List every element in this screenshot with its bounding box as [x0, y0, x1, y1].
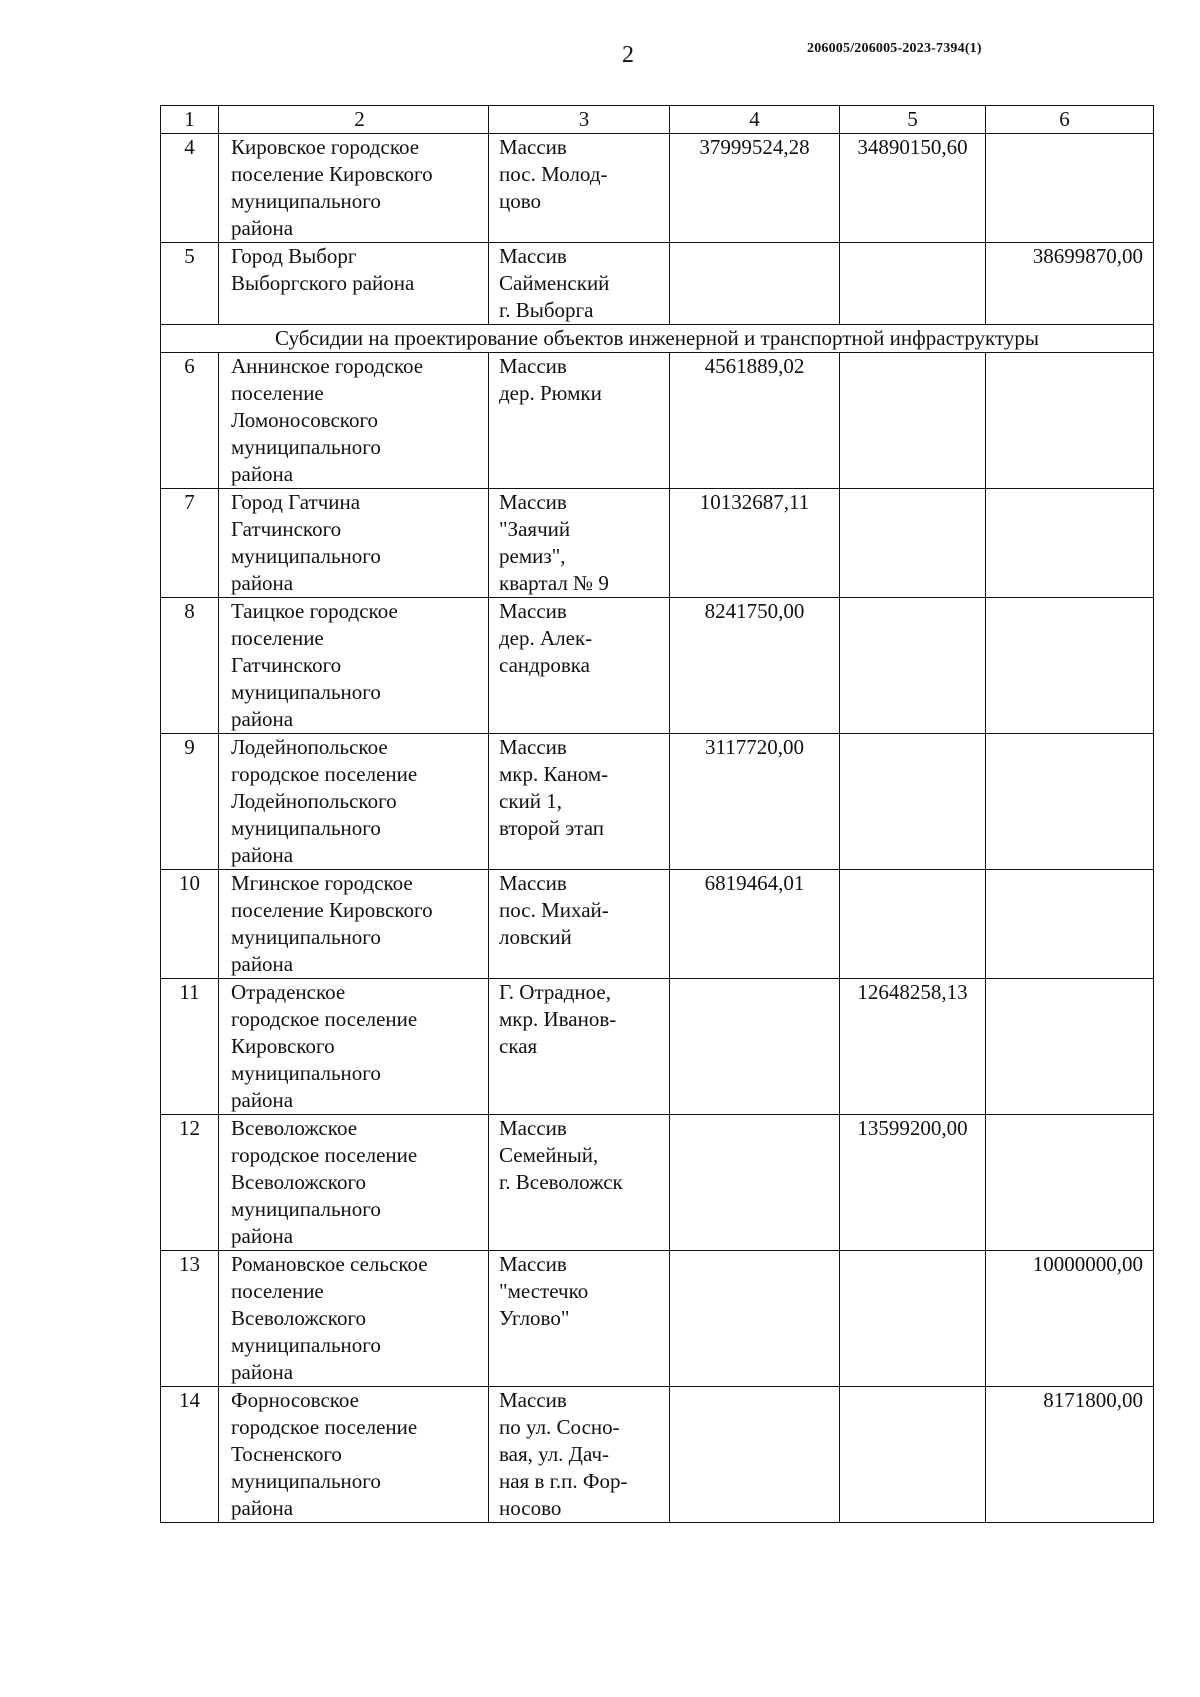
site-name	[489, 1251, 670, 1387]
amount-col-6	[986, 1251, 1154, 1387]
row-number-text: 6	[184, 354, 195, 378]
amount-col-5	[840, 598, 986, 734]
site-name-text: Массив Семейный, г. Всеволожск	[499, 1116, 623, 1194]
row-number	[161, 1387, 219, 1523]
row-number	[161, 1251, 219, 1387]
amount-col-4	[670, 979, 840, 1115]
municipality-name	[219, 1387, 489, 1523]
row-number	[161, 870, 219, 979]
site-name-text: Массив по ул. Сосно- вая, ул. Дач- ная в г.п. Фор- носово	[499, 1388, 628, 1520]
row-number	[161, 134, 219, 243]
amount-col-4-text: 3117720,00	[705, 735, 804, 759]
amount-col-5-text: 12648258,13	[857, 980, 968, 1004]
site-name-text: Массив "местечко Углово"	[499, 1252, 589, 1330]
site-name-text: Массив "Заячий ремиз", квартал № 9	[499, 490, 609, 595]
site-name-text: Массив пос. Молод- цово	[499, 135, 608, 213]
amount-col-5	[840, 1387, 986, 1523]
amount-col-4	[670, 134, 840, 243]
amount-col-6-text: 38699870,00	[1032, 244, 1143, 268]
column-header-3: 3	[489, 106, 670, 134]
column-header-6: 6	[986, 106, 1154, 134]
table-body	[161, 106, 1154, 1523]
section-title: Субсидии на проектирование объектов инженерной и транспортной инфраструктуры	[161, 325, 1154, 353]
municipality-name	[219, 353, 489, 489]
row-number-text: 7	[184, 490, 195, 514]
table-row	[161, 1115, 1154, 1251]
row-number-text: 8	[184, 599, 195, 623]
amount-col-5	[840, 870, 986, 979]
municipality-name	[219, 979, 489, 1115]
row-number	[161, 489, 219, 598]
amount-col-5	[840, 489, 986, 598]
municipality-name-text: Форносовское городское поселение Тосненского муниципального района	[231, 1388, 418, 1520]
amount-col-5	[840, 1251, 986, 1387]
row-number-text: 11	[179, 980, 200, 1004]
amount-col-5	[840, 734, 986, 870]
site-name-text: Массив пос. Михай- ловский	[499, 871, 609, 949]
table-row	[161, 134, 1154, 243]
amount-col-4-text: 6819464,01	[704, 871, 805, 895]
table-row	[161, 598, 1154, 734]
table-row	[161, 1251, 1154, 1387]
site-name	[489, 243, 670, 325]
site-name-text: Г. Отрадное, мкр. Иванов- ская	[499, 980, 617, 1058]
site-name	[489, 979, 670, 1115]
amount-col-4	[670, 870, 840, 979]
amount-col-6	[986, 1387, 1154, 1523]
municipality-name-text: Кировское городское поселение Кировского муниципального района	[231, 135, 433, 240]
site-name-text: Массив дер. Рюмки	[499, 354, 602, 405]
municipality-name	[219, 1115, 489, 1251]
site-name	[489, 1115, 670, 1251]
table-row	[161, 1387, 1154, 1523]
amount-col-6-text: 8171800,00	[1043, 1388, 1143, 1412]
municipality-name-text: Романовское сельское поселение Всеволожского муниципального района	[231, 1252, 428, 1384]
municipality-name	[219, 870, 489, 979]
row-number	[161, 243, 219, 325]
row-number	[161, 353, 219, 489]
section-row	[161, 325, 1154, 353]
table-row	[161, 979, 1154, 1115]
row-number	[161, 1115, 219, 1251]
subsidy-table	[160, 105, 1154, 1523]
amount-col-5	[840, 134, 986, 243]
amount-col-6	[986, 489, 1154, 598]
municipality-name	[219, 734, 489, 870]
document-id: 206005/206005-2023-7394(1)	[807, 41, 982, 56]
municipality-name-text: Таицкое городское поселение Гатчинского муниципального района	[231, 599, 398, 731]
amount-col-5	[840, 243, 986, 325]
row-number	[161, 734, 219, 870]
municipality-name-text: Лодейнопольское городское поселение Лодейнопольского муниципального района	[231, 735, 418, 867]
row-number	[161, 598, 219, 734]
municipality-name	[219, 1251, 489, 1387]
municipality-name-text: Город Выборг Выборгского района	[231, 244, 415, 295]
site-name	[489, 734, 670, 870]
amount-col-6	[986, 353, 1154, 489]
site-name-text: Массив дер. Алек- сандровка	[499, 599, 593, 677]
table-row	[161, 870, 1154, 979]
row-number-text: 14	[179, 1388, 200, 1412]
row-number-text: 5	[184, 244, 195, 268]
amount-col-4-text: 37999524,28	[699, 135, 810, 159]
amount-col-5-text: 34890150,60	[857, 135, 968, 159]
amount-col-4-text: 8241750,00	[704, 599, 805, 623]
municipality-name-text: Всеволожское городское поселение Всеволожского муниципального района	[231, 1116, 418, 1248]
site-name	[489, 598, 670, 734]
municipality-name	[219, 134, 489, 243]
municipality-name	[219, 489, 489, 598]
table-row	[161, 353, 1154, 489]
amount-col-4-text: 10132687,11	[699, 490, 810, 514]
amount-col-4	[670, 598, 840, 734]
row-number-text: 4	[184, 135, 195, 159]
site-name-text: Массив Сайменский г. Выборга	[499, 244, 610, 322]
amount-col-6	[986, 734, 1154, 870]
amount-col-4-text: 4561889,02	[704, 354, 805, 378]
municipality-name-text: Отраденское городское поселение Кировского муниципального района	[231, 980, 418, 1112]
row-number-text: 12	[179, 1116, 200, 1140]
municipality-name	[219, 598, 489, 734]
site-name	[489, 489, 670, 598]
row-number	[161, 979, 219, 1115]
row-number-text: 9	[184, 735, 195, 759]
column-header-4: 4	[670, 106, 840, 134]
municipality-name-text: Аннинское городское поселение Ломоносовского муниципального района	[231, 354, 424, 486]
municipality-name-text: Мгинское городское поселение Кировского муниципального района	[231, 871, 433, 976]
amount-col-4	[670, 243, 840, 325]
table-header-row	[161, 106, 1154, 134]
table-row	[161, 489, 1154, 598]
table-row	[161, 243, 1154, 325]
site-name	[489, 1387, 670, 1523]
amount-col-5	[840, 979, 986, 1115]
amount-col-6	[986, 1115, 1154, 1251]
amount-col-6	[986, 979, 1154, 1115]
amount-col-6	[986, 870, 1154, 979]
amount-col-6	[986, 598, 1154, 734]
amount-col-5-text: 13599200,00	[857, 1116, 968, 1140]
amount-col-4	[670, 1387, 840, 1523]
municipality-name	[219, 243, 489, 325]
amount-col-4	[670, 1251, 840, 1387]
column-header-5: 5	[840, 106, 986, 134]
municipality-name-text: Город Гатчина Гатчинского муниципального района	[231, 490, 381, 595]
amount-col-6	[986, 243, 1154, 325]
column-header-1: 1	[161, 106, 219, 134]
row-number-text: 13	[179, 1252, 200, 1276]
amount-col-4	[670, 734, 840, 870]
site-name-text: Массив мкр. Каном- ский 1, второй этап	[499, 735, 609, 840]
site-name	[489, 134, 670, 243]
site-name	[489, 870, 670, 979]
amount-col-4	[670, 489, 840, 598]
amount-col-5	[840, 1115, 986, 1251]
amount-col-6-text: 10000000,00	[1032, 1252, 1143, 1276]
table-row	[161, 734, 1154, 870]
amount-col-5	[840, 353, 986, 489]
amount-col-6	[986, 134, 1154, 243]
row-number-text: 10	[179, 871, 200, 895]
amount-col-4	[670, 1115, 840, 1251]
site-name	[489, 353, 670, 489]
page-number: 2	[622, 42, 634, 68]
amount-col-4	[670, 353, 840, 489]
column-header-2: 2	[219, 106, 489, 134]
